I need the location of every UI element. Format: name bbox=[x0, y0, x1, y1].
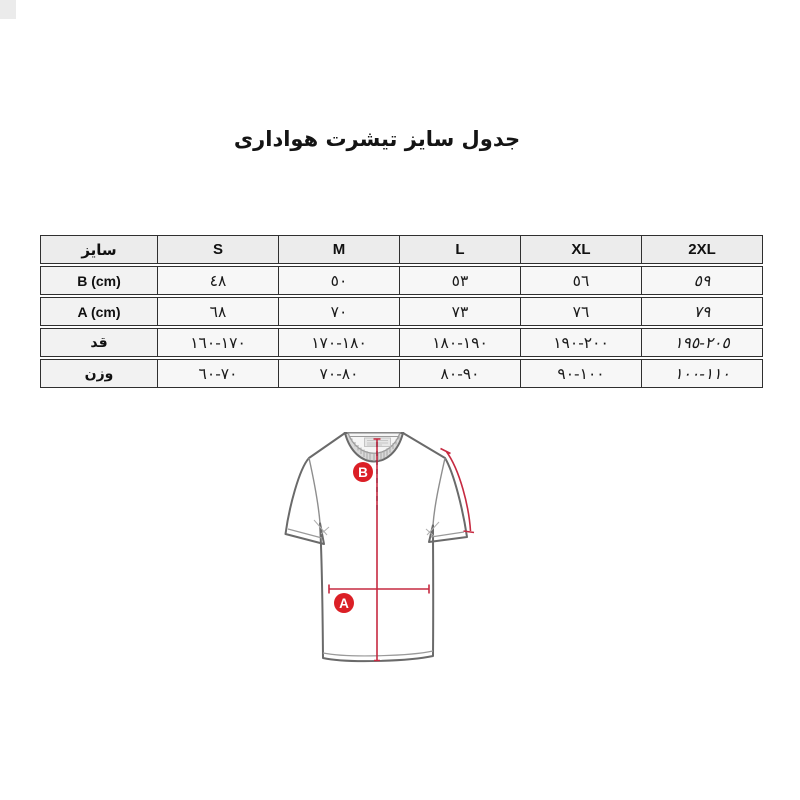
value-cell: ٦٠-٧٠ bbox=[158, 359, 279, 388]
col-header-xl: XL bbox=[521, 235, 642, 264]
table-row bbox=[40, 297, 763, 326]
value-cell: ٥٦ bbox=[521, 266, 642, 295]
row-label: B (cm) bbox=[40, 266, 158, 295]
value-cell: ١٨٠-١٩٠ bbox=[400, 328, 521, 357]
row-label: A (cm) bbox=[40, 297, 158, 326]
marker-b-badge bbox=[353, 462, 373, 482]
value-cell: ٧٩ bbox=[642, 297, 763, 326]
tshirt-measurement-diagram bbox=[270, 425, 490, 675]
header-row bbox=[40, 235, 763, 264]
value-cell: ١٩٠-٢٠٠ bbox=[521, 328, 642, 357]
value-cell: ٤٨ bbox=[158, 266, 279, 295]
size-table bbox=[40, 233, 763, 390]
value-cell: ٥٠ bbox=[279, 266, 400, 295]
value-cell: ١٧٠-١٨٠ bbox=[279, 328, 400, 357]
value-cell: ٦٨ bbox=[158, 297, 279, 326]
marker-a-letter: A bbox=[339, 595, 349, 611]
tshirt-svg bbox=[270, 425, 490, 675]
corner-artifact bbox=[0, 0, 16, 19]
table-row bbox=[40, 359, 763, 388]
size-table-head bbox=[40, 235, 763, 264]
value-cell: ٨٠-٩٠ bbox=[400, 359, 521, 388]
value-cell: ٥٣ bbox=[400, 266, 521, 295]
page-title: جدول سایز تیشرت هواداری bbox=[233, 127, 521, 151]
value-cell: ١٦٠-١٧٠ bbox=[158, 328, 279, 357]
col-header-m: M bbox=[279, 235, 400, 264]
col-header-s: S bbox=[158, 235, 279, 264]
value-cell: ٧٣ bbox=[400, 297, 521, 326]
value-cell: ١٠٠-١١٠ bbox=[642, 359, 763, 388]
col-header-size: سایز bbox=[40, 235, 158, 264]
value-cell: ٧٠-٨٠ bbox=[279, 359, 400, 388]
value-cell: ٩٠-١٠٠ bbox=[521, 359, 642, 388]
size-table-body bbox=[40, 266, 763, 388]
value-cell: ٧٠ bbox=[279, 297, 400, 326]
row-label: وزن bbox=[40, 359, 158, 388]
marker-a-badge bbox=[334, 593, 354, 613]
value-cell: ٧٦ bbox=[521, 297, 642, 326]
value-cell: ٥٩ bbox=[642, 266, 763, 295]
table-row bbox=[40, 266, 763, 295]
col-header-l: L bbox=[400, 235, 521, 264]
col-header-2xl: 2XL bbox=[642, 235, 763, 264]
marker-b-letter: B bbox=[358, 464, 368, 480]
row-label: قد bbox=[40, 328, 158, 357]
table-row bbox=[40, 328, 763, 357]
value-cell: ١٩٥-٢٠٥ bbox=[642, 328, 763, 357]
